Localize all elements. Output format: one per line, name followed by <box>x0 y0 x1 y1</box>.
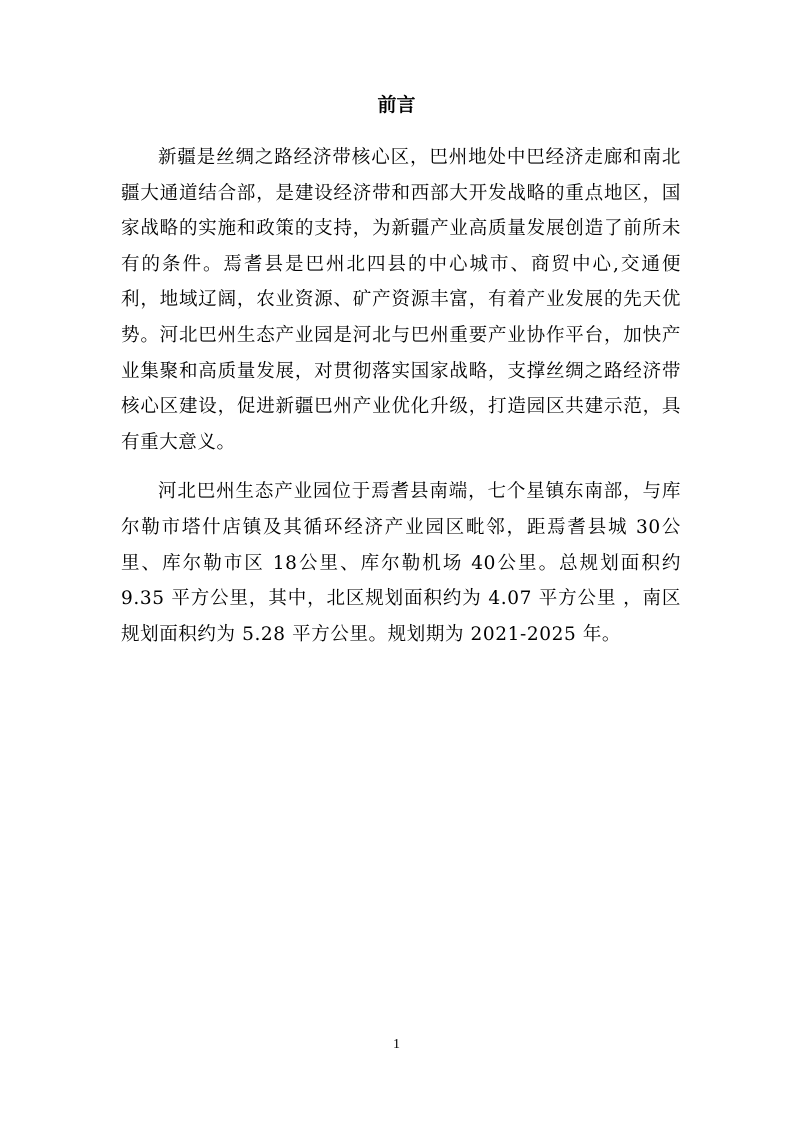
page-number: 1 <box>393 1037 400 1052</box>
paragraph-intro: 新疆是丝绸之路经济带核心区，巴州地处中巴经济走廊和南北疆大通道结合部，是建设经济带和西部大开发战略的重点地区，国家战略的实施和政策的支持，为新疆产业高质量发展创造了前所未有的条件。焉耆县是巴州北四县的中心城市、商贸中心,交通便利，地域辽阔，农业资源、矿产资源丰富，有着产业发展的先天优势。河北巴州生态产业园是河北与巴州重要产业协作平台，加快产业集聚和高质量发展，对贯彻落实国家战略，支撑丝绸之路经济带核心区建设，促进新疆巴州产业优化升级，打造园区共建示范，具有重大意义。 <box>121 147 681 453</box>
page-title: 前言 <box>377 94 416 116</box>
paragraph-location: 河北巴州生态产业园位于焉耆县南端，七个星镇东南部，与库尔勒市塔什店镇及其循环经济产业园区毗邻，距焉耆县城 30公里、库尔勒市区 18公里、库尔勒机场 40公里。总规划面积约 9.35 平方公里，其中，北区规划面积约为 4.07 平方公里 ，南区规划面积约为 5.28 平方公里。规划期为 2021-2025 年。 <box>121 481 681 645</box>
document-body <box>121 140 681 652</box>
